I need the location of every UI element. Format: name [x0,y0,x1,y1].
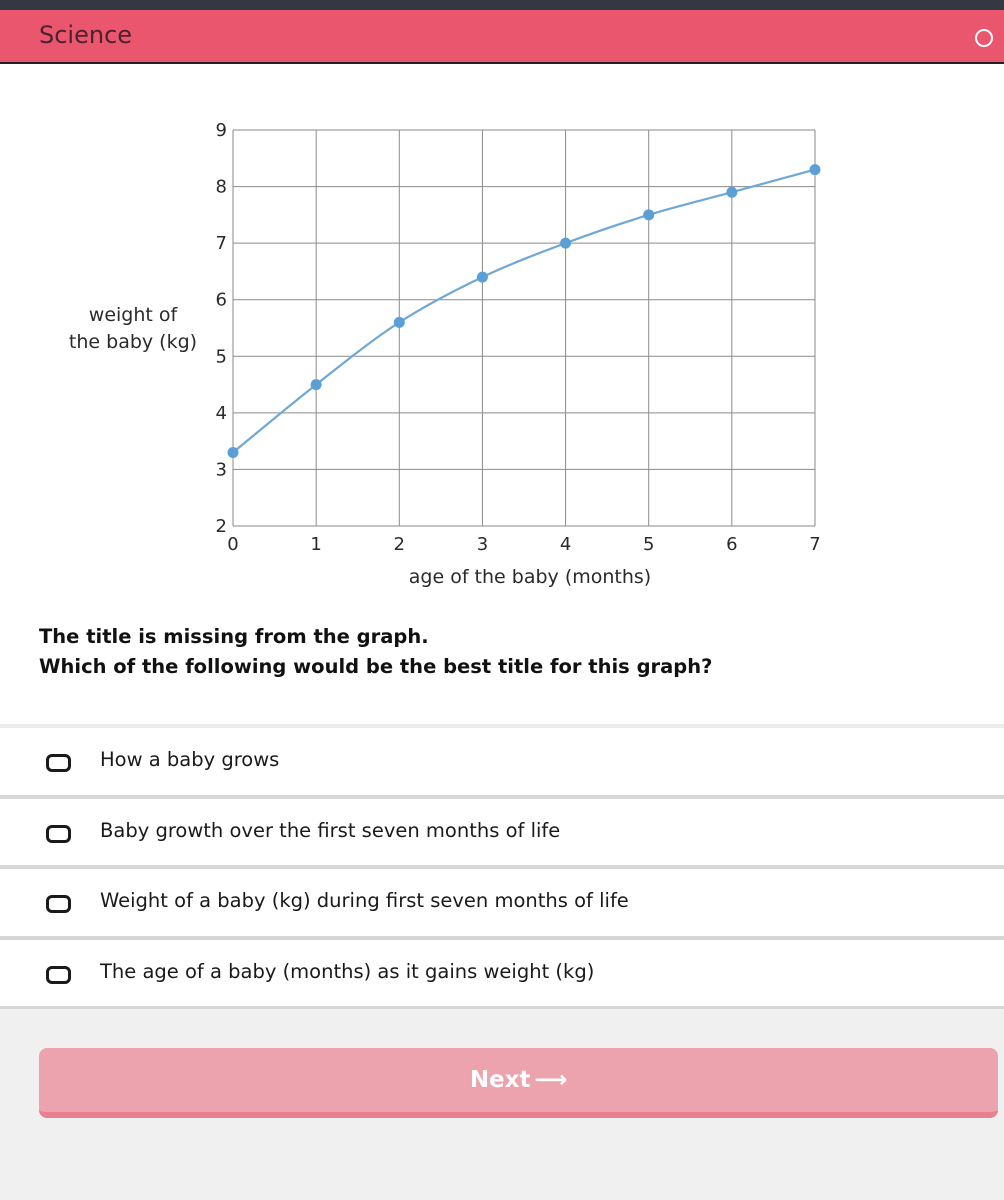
y-tick-label: 7 [215,233,227,255]
arrow-right-icon: ⟶ [534,1067,568,1093]
answer-option-label: Baby growth over the first seven months of life [100,818,561,842]
x-tick-label: 5 [642,534,655,555]
y-axis-label-line: the baby (kg) [68,331,198,353]
progress-circle-icon[interactable] [975,29,993,47]
checkbox-icon[interactable] [46,966,71,984]
data-point [643,209,654,220]
x-tick-label: 1 [310,534,322,555]
checkbox-icon[interactable] [46,825,71,843]
checkbox-icon[interactable] [46,754,71,772]
top-status-strip [0,0,1004,10]
y-tick-label: 8 [215,176,227,198]
x-tick-label: 4 [559,534,572,555]
answer-option[interactable] [0,936,1004,1007]
data-point [810,164,821,175]
y-tick-label: 4 [215,402,227,424]
x-tick-label: 3 [476,534,489,555]
question-line: The title is missing from the graph. [39,625,429,648]
data-point [311,379,322,390]
subject-title: Science [39,21,133,49]
x-axis-label: age of the baby (months) [408,566,652,588]
next-button-label: Next [469,1067,531,1093]
x-tick-label: 7 [809,534,821,555]
next-button[interactable] [39,1048,998,1118]
x-tick-label: 0 [227,534,239,555]
question-text [39,622,979,682]
answer-option[interactable] [0,724,1004,795]
answer-option-label: Weight of a baby (kg) during first seven months of life [100,889,629,912]
answer-option[interactable] [0,795,1004,866]
y-tick-label: 5 [215,346,227,368]
y-axis-label [40,302,226,356]
line-chart [0,100,1004,610]
y-tick-label: 2 [215,516,227,537]
y-axis-label-line: weight of [88,304,178,326]
y-tick-label: 9 [215,120,227,141]
question-line: Which of the following would be the best title for this graph? [39,655,713,678]
data-point [228,447,239,458]
series-line [233,170,815,453]
checkbox-icon[interactable] [46,895,71,913]
x-tick-label: 6 [726,534,738,555]
y-tick-label: 6 [215,289,227,311]
y-tick-label: 3 [215,459,227,481]
app-header [0,10,1004,64]
data-point [560,238,571,249]
data-point [477,272,488,283]
answer-option-label: The age of a baby (months) as it gains weight (kg) [100,959,595,983]
data-point [726,187,737,198]
answer-option-label: How a baby grows [100,748,280,771]
data-point [394,317,405,328]
answer-option[interactable] [0,865,1004,936]
x-tick-label: 2 [393,534,406,555]
answer-options [0,724,1004,1006]
